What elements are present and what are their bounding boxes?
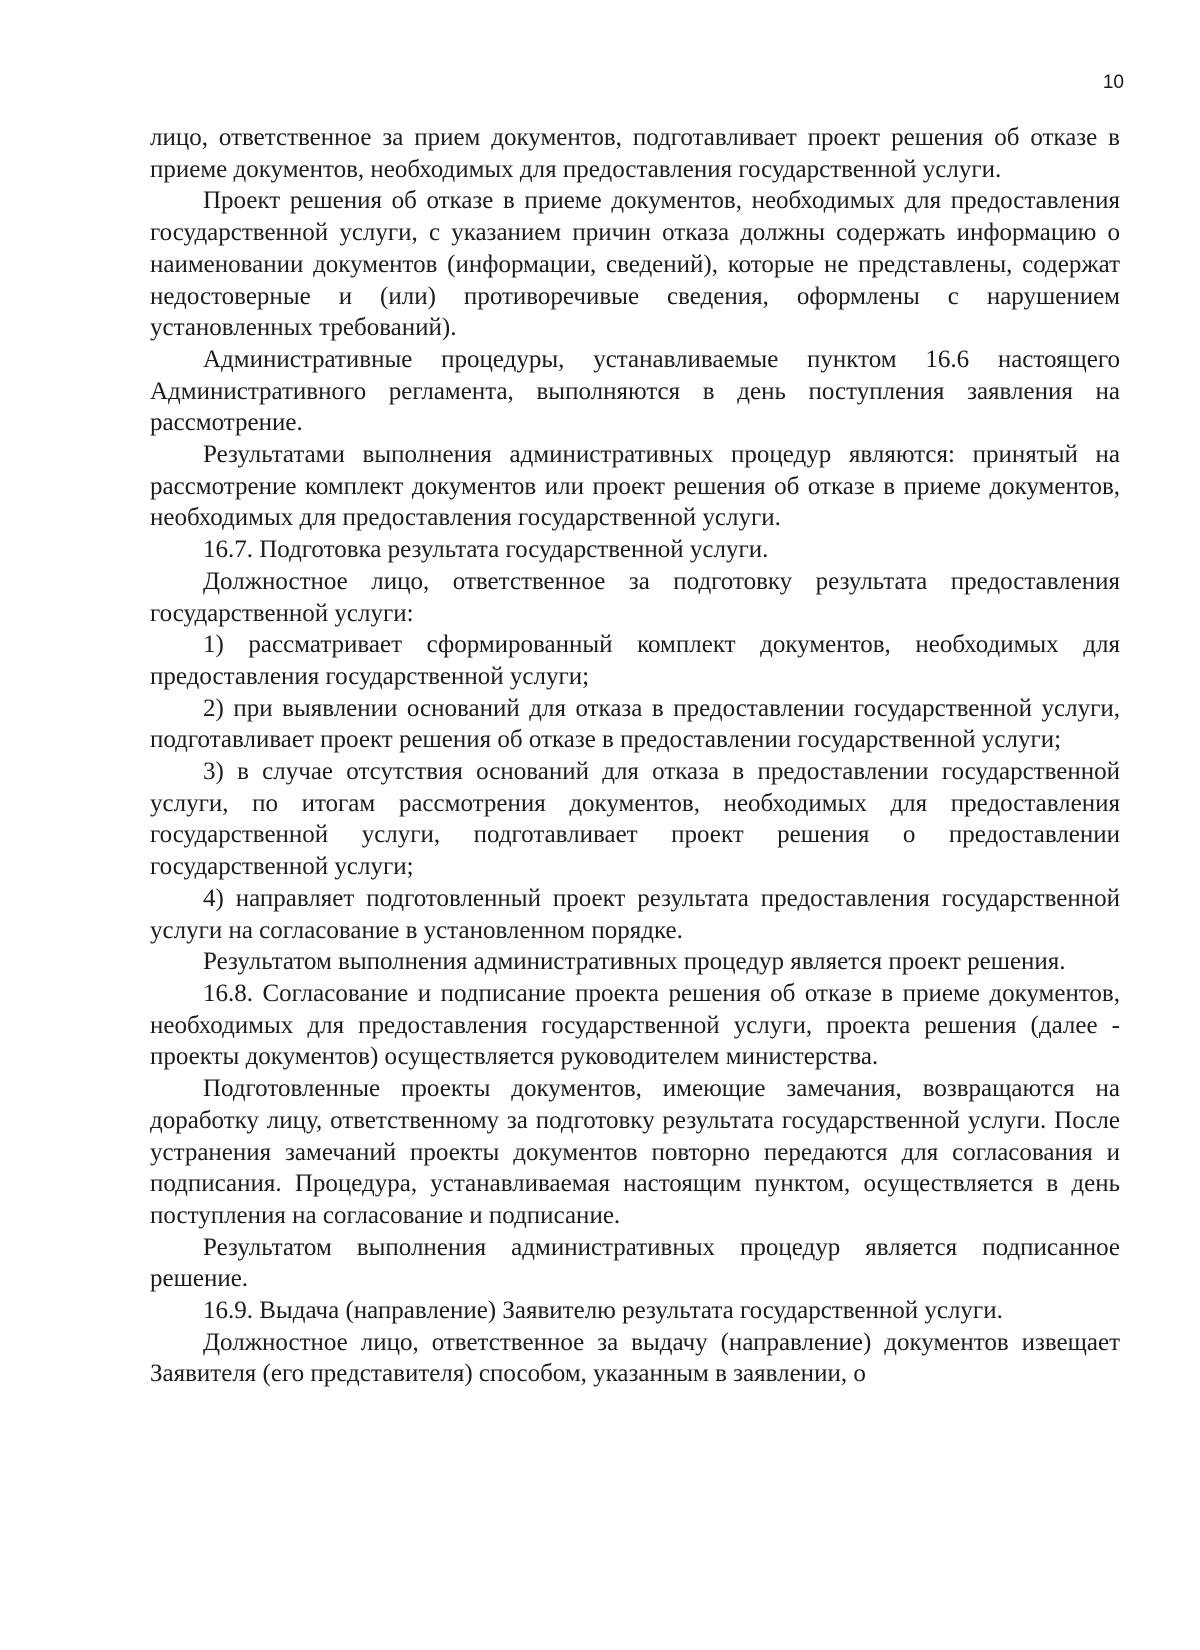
paragraph-6: Должностное лицо, ответственное за подготовку результата предоставления государственной услуги: bbox=[150, 567, 1120, 627]
section-heading-16-7: 16.7. Подготовка результата государственной услуги. bbox=[203, 536, 769, 564]
paragraph-14: Результатом выполнения административных процедур является подписанное решение. bbox=[150, 1233, 1120, 1293]
paragraph-11: Результатом выполнения административных процедур является проект решения. bbox=[203, 948, 1066, 976]
paragraph-4: Результатами выполнения административных процедур являются: принятый на рассмотрение комплект документов или проект решения об отказе в приеме документов, необходимых для предоставления государственной услуги. bbox=[150, 441, 1120, 532]
list-item-1: 1) рассматривает сформированный комплект документов, необходимых для предоставления государственной услуги; bbox=[150, 631, 1120, 690]
page-number: 10 bbox=[1102, 72, 1124, 93]
paragraph-2: Проект решения об отказе в приеме документов, необходимых для предоставления государственной услуги, с указанием причин отказа должны содержать информацию о наименовании документов (информации, сведений), которые не представлены, содержат недостоверные и (или) противоречивые сведения, оформлены с нарушением установленных требований). bbox=[150, 187, 1120, 342]
list-item-2: 2) при выявлении оснований для отказа в предоставлении государственной услуги, подготавливает проект решения об отказе в предоставлении государственной услуги; bbox=[150, 694, 1120, 754]
paragraph-3: Административные процедуры, устанавливаемые пунктом 16.6 настоящего Административного регламента, выполняются в день поступления заявления на рассмотрение. bbox=[150, 345, 1120, 437]
paragraph-13: Подготовленные проекты документов, имеющие замечания, возвращаются на доработку лицу, ответственному за подготовку результата государственной услуги. После устранения замечаний проекты документов повторно передаются для согласования и подписания. Процедура, устанавливаемая настоящим пунктом, осуществляется в день поступления на согласование и подписание. bbox=[150, 1075, 1120, 1229]
section-16-8: 16.8. Согласование и подписание проекта решения об отказе в приеме документов, необходимых для предоставления государственной услуги, проекта решения (далее - проекты документов) осуществляется руководителем министерства. bbox=[150, 979, 1120, 1071]
document-body bbox=[150, 122, 1120, 1390]
paragraph-1: лицо, ответственное за прием документов, подготавливает проект решения об отказе в приеме документов, необходимых для предоставления государственной услуги. bbox=[150, 124, 1120, 183]
section-heading-16-9: 16.9. Выдача (направление) Заявителю результата государственной услуги. bbox=[203, 1297, 1003, 1325]
list-item-3: 3) в случае отсутствия оснований для отказа в предоставлении государственной услуги, по итогам рассмотрения документов, необходимых для предоставления государственной услуги, подготавливает проект решения о предоставлении государственной услуги; bbox=[150, 758, 1120, 881]
paragraph-16: Должностное лицо, ответственное за выдачу (направление) документов извещает Заявителя (его представителя) способом, указанным в заявлении, о bbox=[150, 1328, 1120, 1388]
list-item-4: 4) направляет подготовленный проект результата предоставления государственной услуги на согласование в установленном порядке. bbox=[150, 884, 1120, 944]
